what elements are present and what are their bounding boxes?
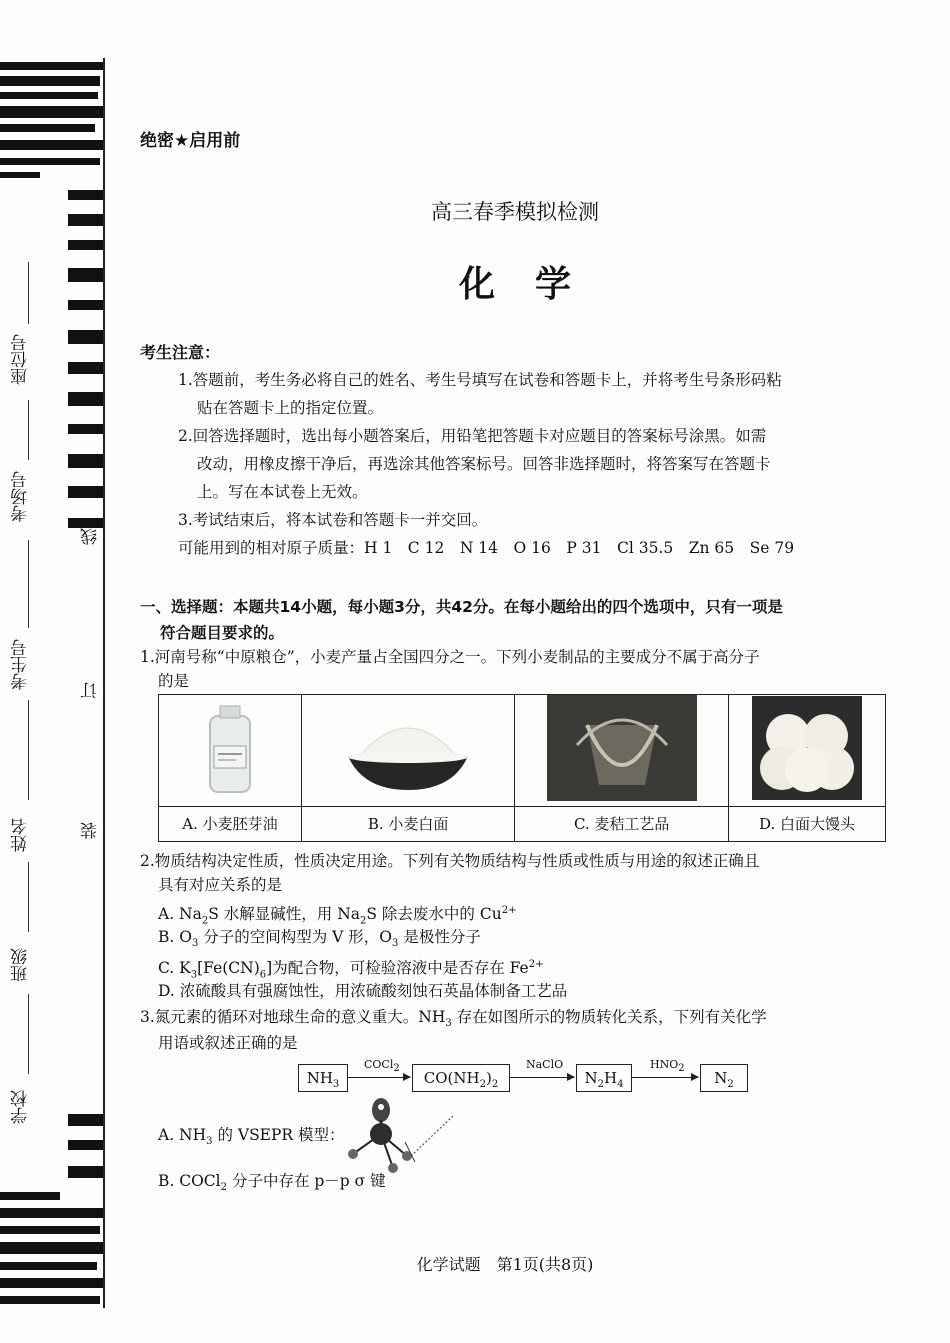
q1-image-a — [159, 695, 302, 807]
q3-stem-b: 用语或叙述正确的是 — [158, 1034, 298, 1052]
section-heading-line1: 一、选择题：本题共14小题，每小题3分，共42分。在每小题给出的四个选项中，只有一项是 — [140, 598, 783, 616]
name-label: 姓名 — [11, 818, 31, 852]
class-label: 班级 — [11, 948, 31, 982]
atomic-masses: 可能用到的相对原子质量：H 1 C 12 N 14 O 16 P 31 Cl 35.5 Zn 65 Se 79 — [178, 539, 795, 557]
vsepr-model-image — [345, 1096, 460, 1178]
steamed-buns-image — [752, 696, 862, 800]
q2-stem-a: 2.物质结构决定性质，性质决定用途。下列有关物质结构与性质或性质与用途的叙述正确且 — [140, 852, 760, 870]
reagent-hno2: $HNO_2$ — [650, 1058, 685, 1075]
notice-heading: 考生注意： — [140, 343, 221, 362]
q1-option-a: A. 小麦胚芽油 — [159, 806, 302, 841]
q1-option-c: C. 麦秸工艺品 — [515, 806, 729, 841]
binding-word-staple: 订 — [81, 682, 101, 699]
q2-option-b: B. $O_3$ 分子的空间构型为 V 形，$O_3$ 是极性分子 — [158, 928, 481, 950]
q1-stem-b: 的是 — [158, 672, 190, 690]
secret-mark: 绝密★启用前 — [140, 131, 241, 151]
flow-n2h4: $N_2H_4$ — [576, 1064, 632, 1092]
section-heading-line2: 符合题目要求的。 — [160, 624, 285, 642]
flow-arrow-2 — [510, 1077, 574, 1078]
binding-word-line: 线 — [81, 528, 101, 545]
exam-room-label: 考场号 — [11, 471, 31, 522]
q1-option-d: D. 白面大馒头 — [728, 806, 885, 841]
flow-arrow-3 — [632, 1077, 698, 1078]
notice-item-1a: 1.答题前，考生务必将自己的姓名、考生号填写在试卷和答题卡上，并将考生号条形码粘 — [178, 371, 782, 389]
q2-stem-b: 具有对应关系的是 — [158, 876, 283, 894]
straw-craft-image — [547, 695, 697, 801]
q3-option-a: A. $NH_3$ 的 VSEPR 模型： — [158, 1126, 345, 1148]
q2-option-d: D. 浓硫酸具有强腐蚀性，用浓硫酸刻蚀石英晶体制备工艺品 — [158, 982, 568, 1000]
reagent-cocl2: COCl$_2$ — [364, 1058, 400, 1075]
subject-title: 化学 — [458, 263, 611, 305]
oil-bottle-image — [180, 698, 280, 798]
school-label: 学校 — [11, 1090, 31, 1124]
q1-image-table — [158, 694, 886, 842]
notice-item-2a: 2.回答选择题时，选出每小题答案后，用铅笔把答题卡对应题目的答案标号涂黑。如需 — [178, 427, 767, 445]
notice-item-1b: 贴在答题卡上的指定位置。 — [197, 399, 384, 417]
section-heading — [140, 594, 890, 646]
binding-word-bind: 装 — [81, 822, 101, 839]
flow-n2: $N_2$ — [700, 1064, 748, 1092]
flow-urea: $CO(NH_2)_2$ — [412, 1064, 510, 1092]
q1-image-c — [515, 695, 729, 807]
q3-option-b: B. COCl$_2$ 分子中存在 p－p σ 键 — [158, 1172, 386, 1194]
q2-option-a: A. $Na_2S$ 水解显碱性，用 $Na_2S$ 除去废水中的 $Cu^{2+}$ — [158, 905, 517, 927]
reagent-naclo: NaClO — [526, 1058, 564, 1071]
notice-item-2c: 上。写在本试卷上无效。 — [197, 483, 368, 501]
seat-number-label: 座位号 — [11, 334, 31, 385]
q3-stem-a: 3.氮元素的循环对地球生命的意义重大。$NH_3$ 存在如图所示的物质转化关系，下列有关化学 — [140, 1008, 767, 1030]
q2-option-c: C. $K_3[Fe(CN)_6]$为配合物，可检验溶液中是否存在 $Fe^{2+}$ — [158, 959, 544, 981]
notice-item-3: 3.考试结束后，将本试卷和答题卡一并交回。 — [178, 511, 488, 529]
q1-stem-a: 1.河南号称“中原粮仓”，小麦产量占全国四分之一。下列小麦制品的主要成分不属于高分子 — [140, 648, 760, 666]
flow-arrow-1 — [348, 1077, 410, 1078]
exam-title: 高三春季模拟检测 — [431, 200, 599, 224]
q1-option-b: B. 小麦白面 — [301, 806, 515, 841]
notice-item-2b: 改动，用橡皮擦干净后，再选涂其他答案标号。回答非选择题时，将答案写在答题卡 — [197, 455, 771, 473]
q1-image-d — [728, 695, 885, 807]
candidate-number-label: 考生号 — [11, 639, 31, 690]
flour-bowl-image — [333, 698, 483, 798]
flow-nh3: $NH_3$ — [298, 1064, 348, 1092]
page-footer: 化学试题 第1页(共8页) — [416, 1255, 594, 1274]
q1-image-b — [301, 695, 515, 807]
